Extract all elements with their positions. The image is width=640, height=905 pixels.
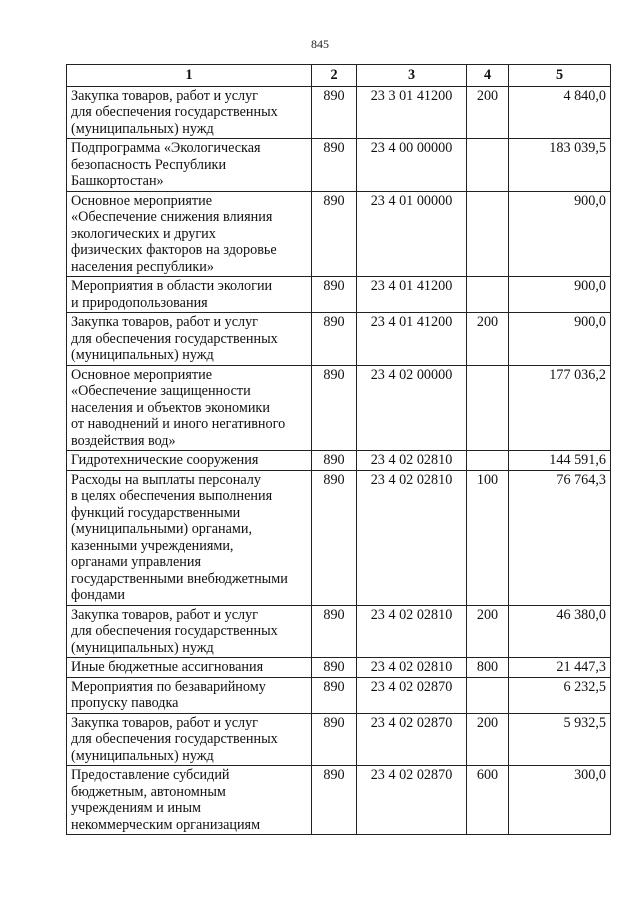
row-amount: 900,0 [509,313,611,366]
description-line: бюджетным, автономным [71,783,226,800]
table-row [67,766,611,835]
description-line: физических факторов на здоровье [71,242,277,258]
row-amount: 76 764,3 [509,470,611,605]
description-line: «Обеспечение защищенности [71,383,251,399]
row-description [67,313,312,366]
description-line: фондами [71,587,125,603]
row-ministry-code: 890 [312,658,357,678]
row-expense-type [467,677,509,713]
description-line: Закупка товаров, работ и услуг [71,314,258,330]
budget-table [66,64,611,835]
row-target-article: 23 4 00 00000 [357,139,467,192]
table-row [67,605,611,658]
row-expense-type [467,191,509,277]
row-target-article: 23 4 01 00000 [357,191,467,277]
row-amount: 300,0 [509,766,611,835]
row-description [67,139,312,192]
table-row [67,277,611,313]
row-description [67,191,312,277]
row-expense-type: 600 [467,766,509,835]
description-line: Расходы на выплаты персоналу [71,471,261,488]
row-description [67,451,312,471]
row-target-article: 23 4 02 02870 [357,713,467,766]
table-row [67,470,611,605]
description-line: государственными внебюджетными [71,570,288,587]
header-col-1: 1 [67,65,312,87]
description-line: населения и объектов экономики [71,399,270,416]
row-ministry-code: 890 [312,713,357,766]
row-description [67,470,312,605]
row-ministry-code: 890 [312,605,357,658]
description-line: (муниципальными) органами, [71,521,253,537]
row-ministry-code: 890 [312,277,357,313]
description-line: Закупка товаров, работ и услуг [71,606,258,623]
row-expense-type: 200 [467,605,509,658]
row-amount: 900,0 [509,277,611,313]
row-amount: 21 447,3 [509,658,611,678]
description-line: Мероприятия по безаварийному [71,678,266,695]
row-target-article: 23 4 02 02870 [357,766,467,835]
description-line: Башкортостан» [71,173,164,189]
row-target-article: 23 4 02 02810 [357,658,467,678]
table-row [67,658,611,678]
row-expense-type: 200 [467,313,509,366]
description-line: казенными учреждениями, [71,537,234,554]
header-col-3: 3 [357,65,467,87]
description-line: Основное мероприятие [71,366,212,383]
row-expense-type: 800 [467,658,509,678]
description-line: и природопользования [71,294,208,311]
row-target-article: 23 4 02 02810 [357,470,467,605]
row-ministry-code: 890 [312,470,357,605]
row-target-article: 23 4 01 41200 [357,313,467,366]
description-line: экологических и других [71,225,216,242]
description-line: для обеспечения государственных [71,330,278,347]
row-target-article: 23 4 02 00000 [357,365,467,451]
table-row [67,365,611,451]
row-amount: 177 036,2 [509,365,611,451]
table-row [67,86,611,139]
description-line: от наводнений и иного негативного [71,416,286,432]
row-target-article: 23 3 01 41200 [357,86,467,139]
table-row [67,713,611,766]
description-line: органами управления [71,554,201,570]
description-line: «Обеспечение снижения влияния [71,209,273,225]
description-line: (муниципальных) нужд [71,639,214,656]
row-amount: 183 039,5 [509,139,611,192]
row-expense-type: 100 [467,470,509,605]
description-line: безопасность Республики [71,156,227,173]
description-line: (муниципальных) нужд [71,120,214,137]
row-expense-type [467,277,509,313]
row-amount: 5 932,5 [509,713,611,766]
row-expense-type: 200 [467,713,509,766]
header-col-2: 2 [312,65,357,87]
row-ministry-code: 890 [312,191,357,277]
header-col-4: 4 [467,65,509,87]
row-amount: 4 840,0 [509,86,611,139]
row-target-article: 23 4 01 41200 [357,277,467,313]
description-line: Закупка товаров, работ и услуг [71,87,258,104]
table-row [67,191,611,277]
description-line: пропуску паводка [71,695,179,711]
row-expense-type: 200 [467,86,509,139]
row-ministry-code: 890 [312,313,357,366]
description-line: Основное мероприятие [71,192,212,209]
row-amount: 46 380,0 [509,605,611,658]
row-description [67,605,312,658]
description-line: в целях обеспечения выполнения [71,488,273,504]
row-ministry-code: 890 [312,451,357,471]
row-target-article: 23 4 02 02810 [357,451,467,471]
header-col-5: 5 [509,65,611,87]
header-row [67,65,611,87]
description-line: для обеспечения государственных [71,731,278,747]
description-line: Подпрограмма «Экологическая [71,140,261,156]
row-amount: 144 591,6 [509,451,611,471]
table-row [67,451,611,471]
description-line: для обеспечения государственных [71,623,278,639]
row-description [67,658,312,678]
description-line: (муниципальных) нужд [71,347,214,363]
row-ministry-code: 890 [312,86,357,139]
description-line: Гидротехнические сооружения [71,452,259,468]
row-description [67,766,312,835]
table-row [67,139,611,192]
row-target-article: 23 4 02 02810 [357,605,467,658]
row-description [67,86,312,139]
description-line: Иные бюджетные ассигнования [71,659,264,675]
description-line: Мероприятия в области экологии [71,278,273,294]
row-target-article: 23 4 02 02870 [357,677,467,713]
description-line: Предоставление субсидий [71,767,230,783]
description-line: Закупка товаров, работ и услуг [71,714,258,731]
row-description [67,713,312,766]
row-ministry-code: 890 [312,365,357,451]
row-amount: 900,0 [509,191,611,277]
table-row [67,313,611,366]
description-line: учреждениям и иным [71,800,202,816]
table-row [67,677,611,713]
row-description [67,677,312,713]
row-ministry-code: 890 [312,139,357,192]
description-line: для обеспечения государственных [71,104,278,120]
row-amount: 6 232,5 [509,677,611,713]
description-line: некоммерческим организациям [71,816,261,833]
row-expense-type [467,365,509,451]
description-line: воздействия вод» [71,432,176,449]
row-ministry-code: 890 [312,766,357,835]
row-ministry-code: 890 [312,677,357,713]
row-description [67,277,312,313]
row-expense-type [467,451,509,471]
description-line: функций государственными [71,504,241,521]
page-number: 845 [311,37,329,51]
description-line: (муниципальных) нужд [71,747,214,764]
row-expense-type [467,139,509,192]
row-description [67,365,312,451]
description-line: населения республики» [71,258,214,275]
